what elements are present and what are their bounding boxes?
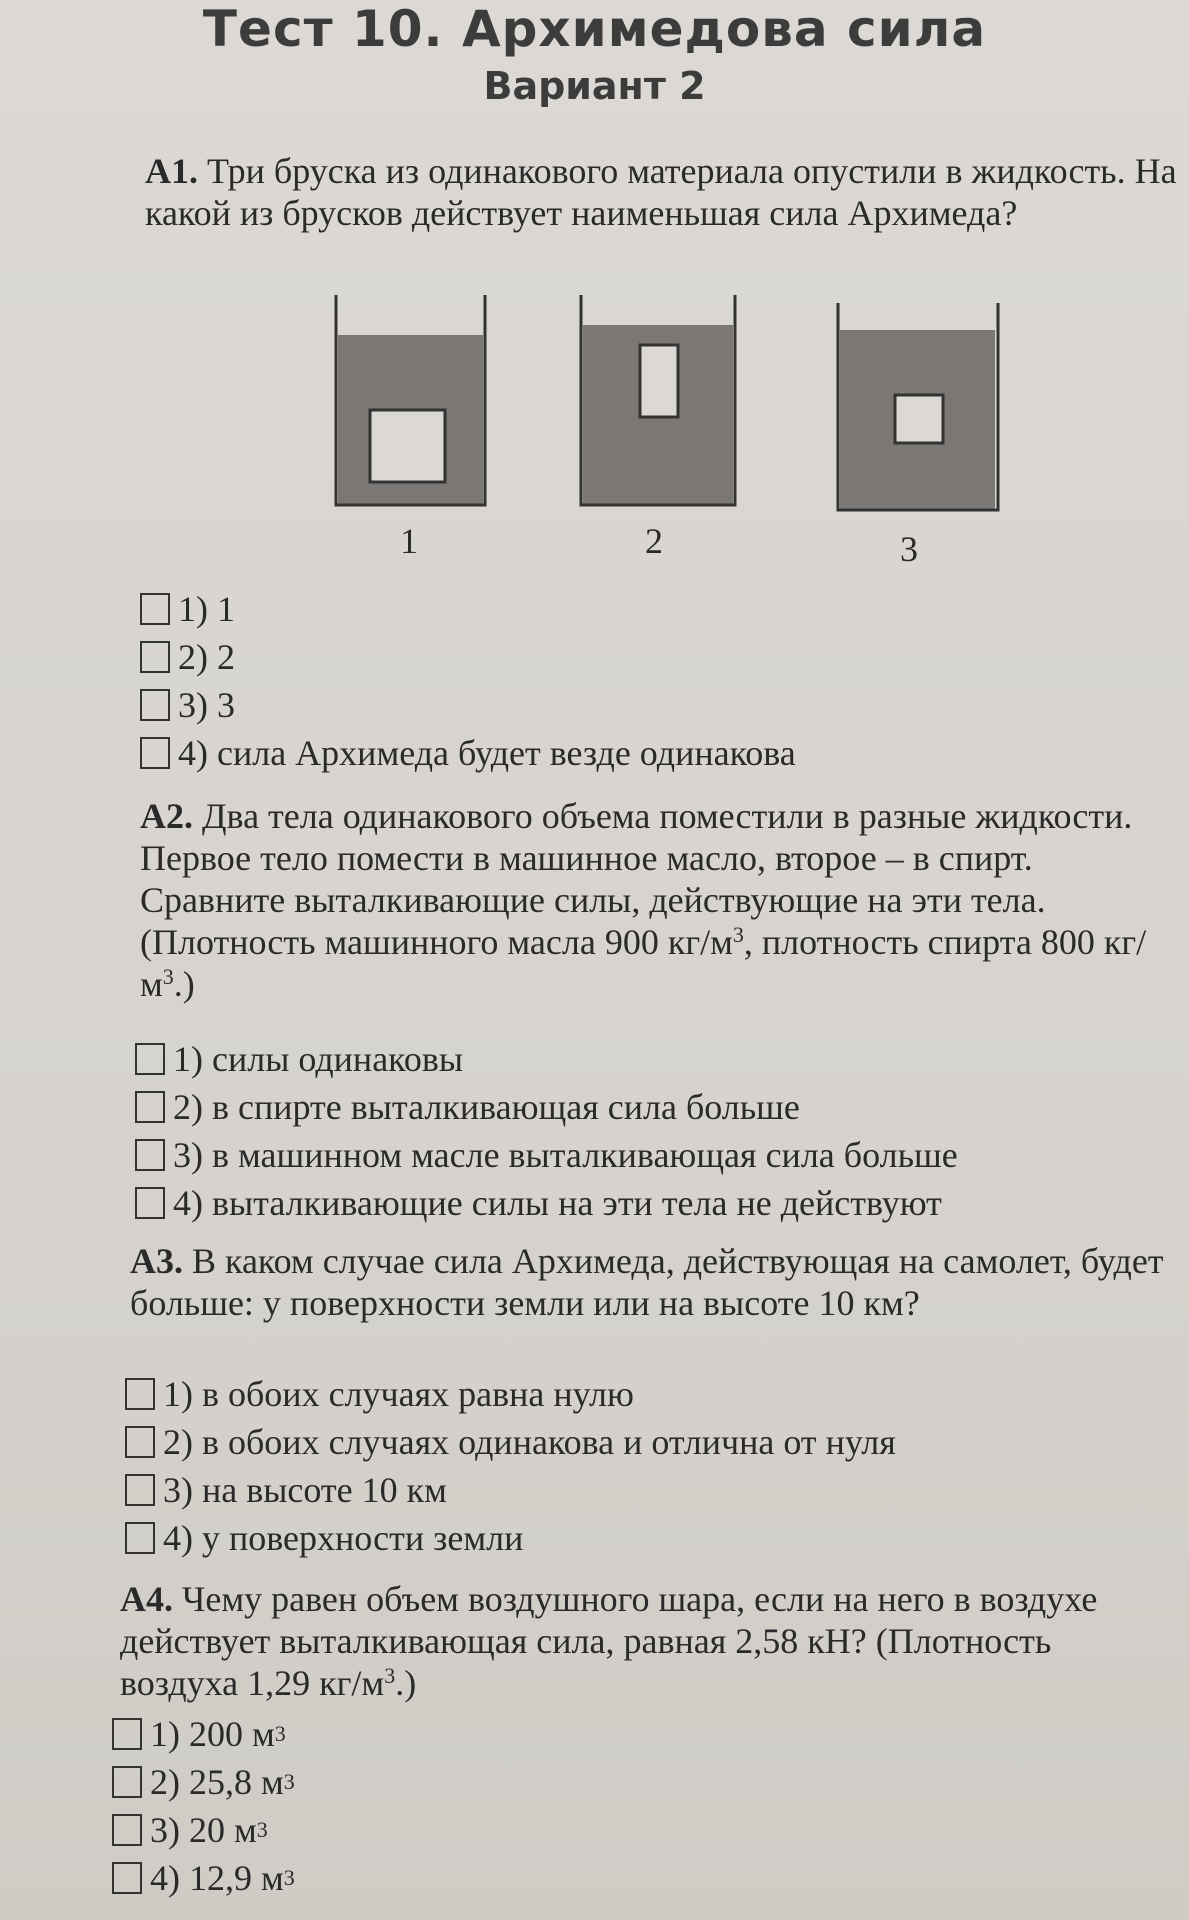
checkbox[interactable]: [135, 1187, 165, 1219]
checkbox[interactable]: [125, 1426, 155, 1458]
a4-options: [112, 1710, 295, 1902]
a1-option-4[interactable]: 4) сила Архимеда будет везде одинакова: [140, 729, 796, 777]
beaker-label-2: 2: [645, 521, 663, 561]
a1-option-3[interactable]: 3) 3: [140, 681, 796, 729]
checkbox[interactable]: [125, 1378, 155, 1410]
block-2: [640, 345, 678, 417]
a4-option-1[interactable]: 1) 200 м 3: [112, 1710, 295, 1758]
beaker-1: [336, 295, 485, 505]
block-1: [370, 410, 445, 482]
a3-option-2[interactable]: 2) в обоих случаях одинакова и отлична от нуля: [125, 1418, 896, 1466]
beaker-label-3: 3: [900, 529, 918, 569]
checkbox[interactable]: [112, 1814, 142, 1846]
question-number: А4.: [120, 1579, 173, 1619]
question-a1: [145, 150, 1185, 234]
checkbox[interactable]: [140, 737, 170, 769]
question-text: В каком случае сила Архимеда, действующая на самолет, будет больше: у поверхности земли или на высоте 10 км?: [130, 1241, 1164, 1323]
a2-option-1[interactable]: 1) силы одинаковы: [135, 1035, 958, 1083]
a2-option-4[interactable]: 4) выталкивающие силы на эти тела не действуют: [135, 1179, 958, 1227]
checkbox[interactable]: [125, 1474, 155, 1506]
page-title: Тест 10. Архимедова сила: [202, 0, 987, 58]
checkbox[interactable]: [140, 689, 170, 721]
a3-option-4[interactable]: 4) у поверхности земли: [125, 1514, 896, 1562]
checkbox[interactable]: [112, 1766, 142, 1798]
beaker-3: [838, 303, 998, 510]
a1-options: [140, 585, 796, 777]
question-a2: А2. Два тела одинакового объема поместили в разные жидкости. Первое тело помести в машинное масло, второе – в спирт. Сравните выталкивающие силы, действующие на эти тела. (Плотность машинного масла 900 $кг/м^3$, плотность спирта 800 $кг/м^3$.): [140, 796, 1147, 1004]
a4-option-4[interactable]: 4) 12,9 м 3: [112, 1854, 295, 1902]
a2-option-2[interactable]: 2) в спирте выталкивающая сила больше: [135, 1083, 958, 1131]
question-text: Два тела одинакового объема поместили в разные жидкости. Первое тело помести в машинное масло, второе – в спирт. Сравните выталкивающие силы, действующие на эти тела. (Плотность машинного масла 900 кг/м: [140, 796, 1133, 962]
checkbox[interactable]: [135, 1091, 165, 1123]
question-number: А2.: [140, 796, 193, 836]
a2-option-3[interactable]: 3) в машинном масле выталкивающая сила больше: [135, 1131, 958, 1179]
question-text: Чему равен объем воздушного шара, если на него в воздухе действует выталкивающая сила, равная 2,58 кН? (Плотность воздуха 1,29 кг/м: [120, 1579, 1098, 1703]
a3-option-3[interactable]: 3) на высоте 10 км: [125, 1466, 896, 1514]
checkbox[interactable]: [112, 1862, 142, 1894]
a3-option-1[interactable]: 1) в обоих случаях равна нулю: [125, 1370, 896, 1418]
a4-option-3[interactable]: 3) 20 м 3: [112, 1806, 295, 1854]
checkbox[interactable]: [125, 1522, 155, 1554]
checkbox[interactable]: [140, 641, 170, 673]
checkbox[interactable]: [135, 1043, 165, 1075]
checkbox[interactable]: [140, 593, 170, 625]
beaker-2: [581, 295, 735, 505]
variant-heading: Вариант 2: [483, 64, 706, 108]
checkbox[interactable]: [135, 1139, 165, 1171]
beaker-label-1: 1: [400, 521, 418, 561]
question-a4: А4. Чему равен объем воздушного шара, если на него в воздухе действует выталкивающая сила, равная 2,58 кН? (Плотность воздуха 1,29 $кг/м^3$.): [120, 1579, 1098, 1703]
a1-option-2[interactable]: 2) 2: [140, 633, 796, 681]
a1-option-1[interactable]: 1) 1: [140, 585, 796, 633]
question-number: А1.: [145, 151, 198, 191]
checkbox[interactable]: [112, 1718, 142, 1750]
a3-options: [125, 1370, 896, 1562]
question-text: Три бруска из одинакового материала опустили в жидкость. На какой из брусков действует наименьшая сила Архимеда?: [145, 151, 1177, 233]
question-a3: [130, 1240, 1170, 1324]
block-3: [895, 395, 943, 443]
question-number: А3.: [130, 1241, 183, 1281]
a4-option-2[interactable]: 2) 25,8 м 3: [112, 1758, 295, 1806]
a2-options: [135, 1035, 958, 1227]
